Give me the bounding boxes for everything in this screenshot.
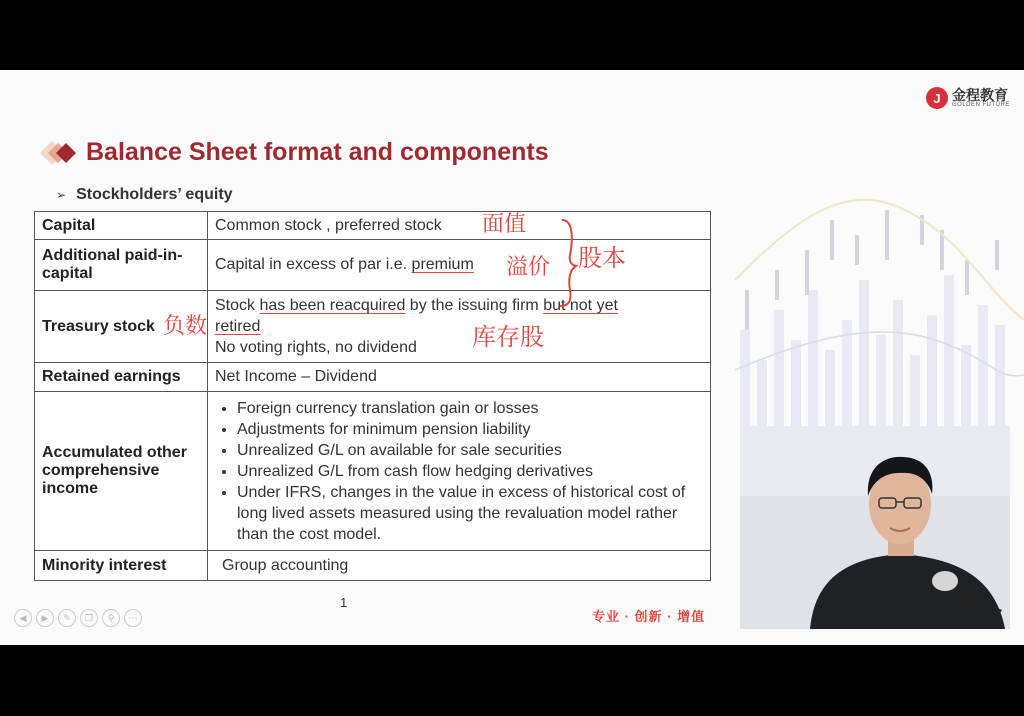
brand-logo (926, 87, 1010, 109)
row-label: Minority interest (35, 551, 208, 581)
more-icon[interactable]: ⋯ (124, 609, 142, 627)
treasury-note: No voting rights, no dividend (215, 339, 417, 356)
list-item: • Adjustments for minimum pension liability (237, 419, 703, 440)
row-label: Accumulated other comprehensive income (35, 392, 208, 551)
annotation-face-value: 面值 (482, 212, 527, 237)
table-row (35, 240, 711, 291)
logo-name: 金程教育 (952, 87, 1008, 103)
title-diamond-icon (28, 136, 80, 170)
row-label: Retained earnings (35, 363, 208, 392)
row-value: Group accounting (208, 551, 711, 581)
section-label: Stockholders’ equity (76, 186, 233, 203)
slogan: 专业 · 创新 · 增值 (592, 609, 706, 624)
slide-title: Balance Sheet format and components (86, 138, 549, 166)
treasury-emph-a: has been reacquired (259, 297, 406, 314)
treasury-text-b: by the issuing firm (405, 297, 544, 314)
annotation-premium: 溢价 (506, 255, 551, 280)
aoci-list (215, 398, 703, 545)
table-row (35, 212, 711, 240)
slide-nav-controls (14, 609, 142, 627)
row-label: Capital (35, 212, 208, 240)
annotation-share-capital: 股本 (578, 244, 626, 272)
presentation-slide (0, 70, 1024, 645)
table-row (35, 392, 711, 551)
row-value (208, 291, 711, 363)
list-item: • Under IFRS, changes in the value in excess of historical cost of long lived assets measured using the revaluation model rather than the cost model. (237, 482, 703, 545)
treasury-emph-b: but not yet (543, 297, 618, 314)
premium-emphasis: premium (411, 256, 474, 273)
next-icon[interactable]: ▶ (36, 609, 54, 627)
zoom-icon[interactable]: ⚲ (102, 609, 120, 627)
prev-icon[interactable]: ◀ (14, 609, 32, 627)
row-value: Common stock , preferred stock (208, 212, 711, 240)
list-item: • Unrealized G/L on available for sale securities (237, 440, 703, 461)
presenter-webcam (740, 426, 1010, 629)
treasury-emph-c: retired (215, 318, 261, 335)
table-row (35, 551, 711, 581)
table-row (35, 291, 711, 363)
treasury-text-a: Stock (215, 297, 260, 314)
equity-table (34, 211, 711, 581)
row-label: Treasury stock (35, 291, 208, 363)
section-heading (56, 186, 233, 204)
row-value (208, 240, 711, 291)
annotation-negative: 负数 (163, 314, 208, 339)
logo-mark: J (926, 87, 948, 109)
pen-icon[interactable]: ✎ (58, 609, 76, 627)
logo-tagline: GOLDEN FUTURE (952, 102, 1010, 108)
row-value: Net Income – Dividend (208, 363, 711, 392)
copy-icon[interactable]: ❐ (80, 609, 98, 627)
row-label: Additional paid-in-capital (35, 240, 208, 291)
page-number: 1 (340, 595, 348, 610)
list-item: • Foreign currency translation gain or losses (237, 398, 703, 419)
table-row (35, 363, 711, 392)
list-item: • Unrealized G/L from cash flow hedging derivatives (237, 461, 703, 482)
arrow-bullet-icon: ➢ (56, 188, 67, 202)
annotation-treasury: 库存股 (472, 323, 544, 351)
apic-text: Capital in excess of par i.e. (215, 256, 412, 273)
row-value (208, 392, 711, 551)
